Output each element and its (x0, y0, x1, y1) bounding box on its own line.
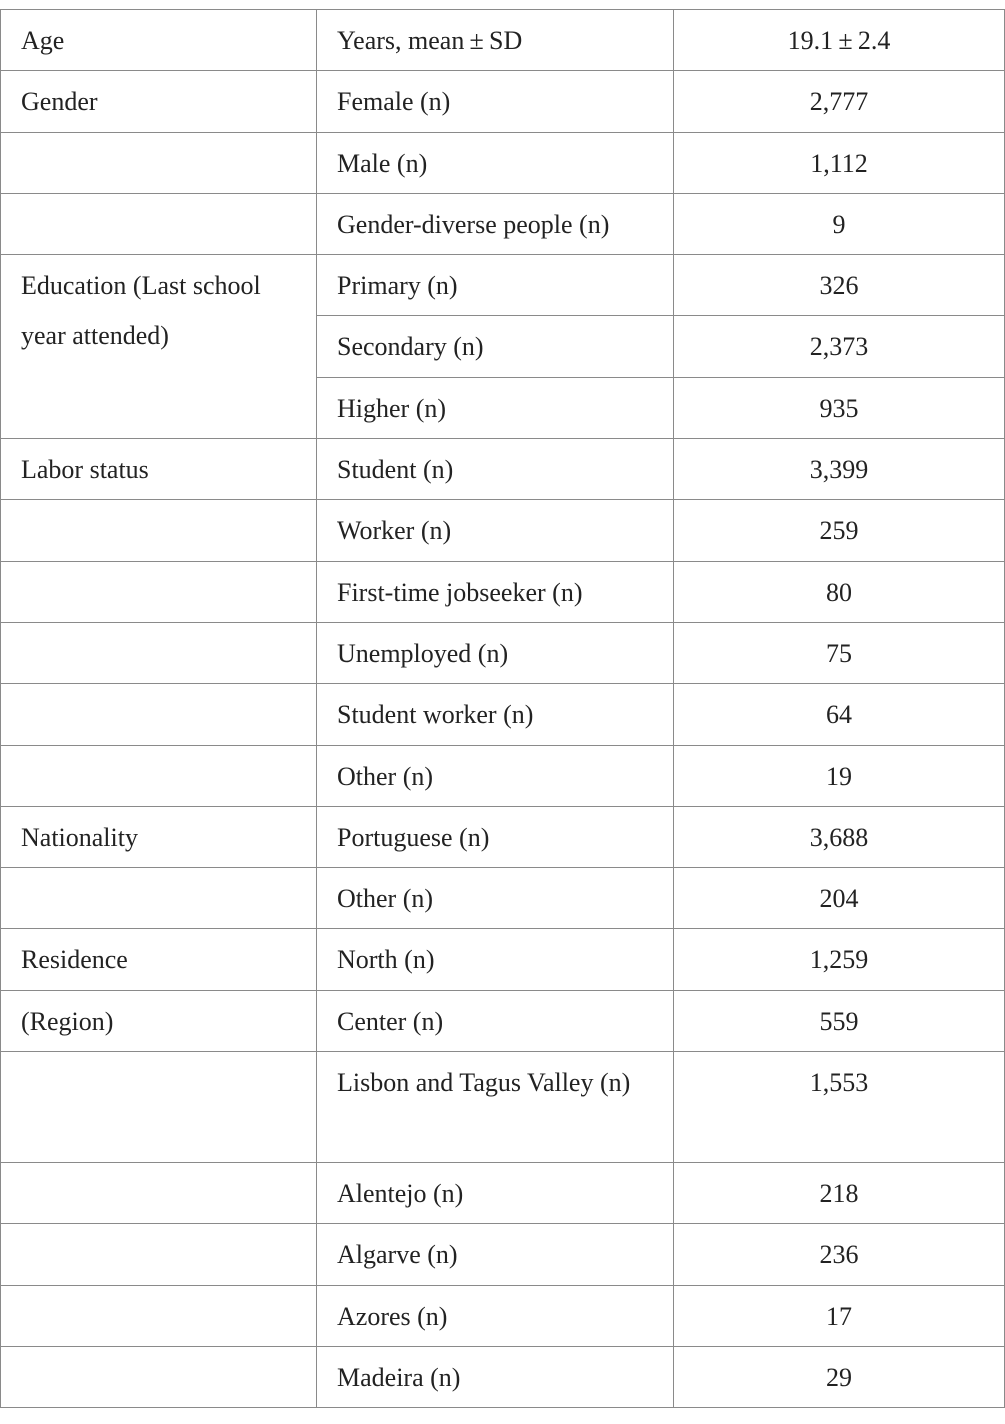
category-cell: Gender (1, 71, 317, 132)
item-cell: Student (n) (317, 439, 674, 500)
item-cell: Madeira (n) (317, 1346, 674, 1407)
item-cell: Azores (n) (317, 1285, 674, 1346)
value-cell: 559 (674, 990, 1005, 1051)
value-cell: 80 (674, 561, 1005, 622)
value-cell: 935 (674, 377, 1005, 438)
table-row (1, 132, 1005, 193)
item-cell: Alentejo (n) (317, 1163, 674, 1224)
table-row (1, 806, 1005, 867)
category-cell (1, 132, 317, 193)
category-cell: Education (Last school year attended) (1, 255, 317, 439)
category-cell (1, 500, 317, 561)
value-cell: 259 (674, 500, 1005, 561)
item-cell: Algarve (n) (317, 1224, 674, 1285)
category-cell (1, 193, 317, 254)
item-cell: First-time jobseeker (n) (317, 561, 674, 622)
value-cell: 236 (674, 1224, 1005, 1285)
item-cell: Lisbon and Tagus Valley (n) (317, 1052, 674, 1163)
value-cell: 2,777 (674, 71, 1005, 132)
table-row (1, 1163, 1005, 1224)
item-cell: Center (n) (317, 990, 674, 1051)
item-cell: Secondary (n) (317, 316, 674, 377)
category-cell: Nationality (1, 806, 317, 867)
category-cell: Labor status (1, 439, 317, 500)
item-cell: Portuguese (n) (317, 806, 674, 867)
value-cell: 19.1 ± 2.4 (674, 10, 1005, 71)
table-row (1, 622, 1005, 683)
value-cell: 29 (674, 1346, 1005, 1407)
item-cell: Other (n) (317, 868, 674, 929)
category-cell (1, 1052, 317, 1163)
table-container (0, 9, 1005, 1408)
item-cell: Years, mean ± SD (317, 10, 674, 71)
table-row (1, 500, 1005, 561)
value-cell: 19 (674, 745, 1005, 806)
table-row (1, 684, 1005, 745)
value-cell: 64 (674, 684, 1005, 745)
item-cell: Primary (n) (317, 255, 674, 316)
table-row (1, 1285, 1005, 1346)
table-row (1, 1052, 1005, 1163)
item-cell: Female (n) (317, 71, 674, 132)
table-row (1, 71, 1005, 132)
table-row (1, 1346, 1005, 1407)
table-row (1, 1224, 1005, 1285)
category-cell: (Region) (1, 990, 317, 1051)
value-cell: 2,373 (674, 316, 1005, 377)
value-cell: 218 (674, 1163, 1005, 1224)
table-row (1, 745, 1005, 806)
value-cell: 17 (674, 1285, 1005, 1346)
category-cell (1, 1346, 317, 1407)
category-cell (1, 622, 317, 683)
table-row (1, 990, 1005, 1051)
item-cell: North (n) (317, 929, 674, 990)
value-cell: 1,112 (674, 132, 1005, 193)
value-cell: 3,399 (674, 439, 1005, 500)
value-cell: 1,259 (674, 929, 1005, 990)
category-cell (1, 1163, 317, 1224)
item-cell: Higher (n) (317, 377, 674, 438)
item-cell: Student worker (n) (317, 684, 674, 745)
category-cell (1, 561, 317, 622)
table-row (1, 193, 1005, 254)
category-cell (1, 1285, 317, 1346)
table-row (1, 561, 1005, 622)
item-cell: Male (n) (317, 132, 674, 193)
table-row (1, 439, 1005, 500)
item-cell: Gender-diverse people (n) (317, 193, 674, 254)
value-cell: 326 (674, 255, 1005, 316)
value-cell: 9 (674, 193, 1005, 254)
category-cell (1, 684, 317, 745)
table-row (1, 929, 1005, 990)
demographics-table (0, 9, 1005, 1408)
category-cell (1, 868, 317, 929)
category-cell: Age (1, 10, 317, 71)
item-cell: Other (n) (317, 745, 674, 806)
category-cell (1, 745, 317, 806)
item-cell: Worker (n) (317, 500, 674, 561)
value-cell: 75 (674, 622, 1005, 683)
category-cell: Residence (1, 929, 317, 990)
value-cell: 1,553 (674, 1052, 1005, 1163)
value-cell: 3,688 (674, 806, 1005, 867)
item-cell: Unemployed (n) (317, 622, 674, 683)
table-row (1, 255, 1005, 316)
table-row (1, 868, 1005, 929)
value-cell: 204 (674, 868, 1005, 929)
table-row (1, 10, 1005, 71)
category-cell (1, 1224, 317, 1285)
